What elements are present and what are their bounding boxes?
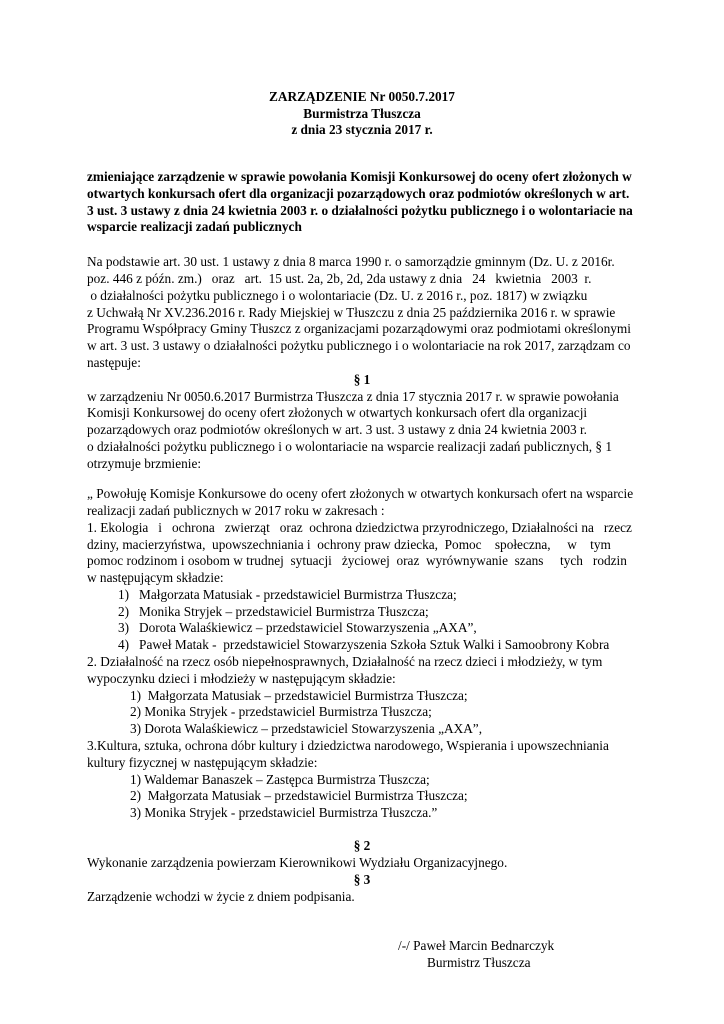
subject-line: wsparcie realizacji zadań publicznych bbox=[87, 219, 302, 234]
area-3-line: kultury fizycznej w następującym składzie: bbox=[87, 755, 318, 770]
document-date: z dnia 23 stycznia 2017 r. bbox=[291, 122, 433, 137]
preamble-line: w art. 3 ust. 3 ustawy o działalności pożytku publicznego i o wolontariacie na rok 2017, zarządzam co bbox=[87, 338, 631, 353]
preamble-line: z Uchwałą Nr XV.236.2016 r. Rady Miejskiej w Tłuszczu z dnia 25 października 2016 r. w sprawie bbox=[87, 305, 616, 320]
section-1-line: pozarządowych oraz podmiotów określonych w art. 3 ust. 3 ustawy z dnia 24 kwietnia 2003 r. bbox=[87, 422, 587, 437]
subject-line: 3 ust. 3 ustawy z dnia 24 kwietnia 2003 r. o działalności pożytku publicznego i o wolontariacie na bbox=[87, 203, 633, 218]
document-title: ZARZĄDZENIE Nr 0050.7.2017 bbox=[269, 89, 455, 104]
section-1-line: otrzymuje brzmienie: bbox=[87, 456, 202, 471]
section-1-line: w zarządzeniu Nr 0050.6.2017 Burmistrza Tłuszcza z dnia 17 stycznia 2017 r. w sprawie powołania bbox=[87, 389, 619, 404]
area-2-member: 1) Małgorzata Matusiak – przedstawiciel Burmistrza Tłuszcza; bbox=[130, 688, 468, 703]
area-1-member: 2) Monika Stryjek – przedstawiciel Burmistrza Tłuszcza; bbox=[118, 604, 429, 619]
section-2-text: Wykonanie zarządzenia powierzam Kierownikowi Wydziału Organizacyjnego. bbox=[87, 855, 508, 870]
area-2-member: 2) Monika Stryjek - przedstawiciel Burmistrza Tłuszcza; bbox=[130, 704, 432, 719]
section-2-heading: § 2 bbox=[353, 838, 371, 853]
section-1-line: o działalności pożytku publicznego i o wolontariacie na wsparcie realizacji zadań publicznych, § 1 bbox=[87, 439, 613, 454]
area-1-member: 1) Małgorzata Matusiak - przedstawiciel Burmistrza Tłuszcza; bbox=[118, 587, 457, 602]
preamble-line: Na podstawie art. 30 ust. 1 ustawy z dnia 8 marca 1990 r. o samorządzie gminnym (Dz. U. z 2016r. bbox=[87, 254, 615, 269]
preamble-line: o działalności pożytku publicznego i o wolontariacie (Dz. U. z 2016 r., poz. 1817) w związku bbox=[87, 288, 588, 303]
preamble-line: następuje: bbox=[87, 355, 141, 370]
area-1-member: 3) Dorota Walaśkiewicz – przedstawiciel Stowarzyszenia „AXA”, bbox=[118, 620, 477, 635]
area-2-member: 3) Dorota Walaśkiewicz – przedstawiciel Stowarzyszenia „AXA”, bbox=[130, 721, 483, 736]
quote-intro-line: realizacji zadań publicznych w 2017 roku w zakresach : bbox=[87, 503, 385, 518]
area-1-line: 1. Ekologia i ochrona zwierząt oraz ochrona dziedzictwa przyrodniczego, Działalności na rzecz bbox=[87, 520, 632, 535]
area-3-line: 3.Kultura, sztuka, ochrona dóbr kultury i dziedzictwa narodowego, Wspierania i upowszechniania bbox=[87, 738, 609, 753]
area-1-line: pomoc rodzinom i osobom w trudnej sytuacji życiowej oraz wyrównywanie szans tych rodzin bbox=[87, 553, 627, 568]
signature-role: Burmistrz Tłuszcza bbox=[427, 955, 531, 970]
quote-intro-line: „ Powołuję Komisje Konkursowe do oceny ofert złożonych w otwartych konkursach ofert na wsparcie bbox=[87, 486, 634, 501]
preamble-line: poz. 446 z późn. zm.) oraz art. 15 ust. 2a, 2b, 2d, 2da ustawy z dnia 24 kwietnia 2003 r. bbox=[87, 271, 592, 286]
subject-line: zmieniające zarządzenie w sprawie powołania Komisji Konkursowej do oceny ofert złożonych w bbox=[87, 169, 632, 184]
preamble-line: Programu Współpracy Gminy Tłuszcz z organizacjami pozarządowymi oraz podmiotami określonymi bbox=[87, 321, 631, 336]
area-2-line: wypoczynku dzieci i młodzieży w następującym składzie: bbox=[87, 671, 396, 686]
area-1-line: dziny, macierzyństwa, upowszechniania i ochrony praw dziecka, Pomoc społeczna, w tym bbox=[87, 537, 611, 552]
area-1-line: w następującym składzie: bbox=[87, 570, 224, 585]
signature-name: /-/ Paweł Marcin Bednarczyk bbox=[398, 938, 555, 953]
section-3-text: Zarządzenie wchodzi w życie z dniem podpisania. bbox=[87, 889, 355, 904]
area-2-line: 2. Działalność na rzecz osób niepełnosprawnych, Działalność na rzecz dzieci i młodzieży, w tym bbox=[87, 654, 603, 669]
area-3-member: 2) Małgorzata Matusiak – przedstawiciel Burmistrza Tłuszcza; bbox=[130, 788, 468, 803]
section-3-heading: § 3 bbox=[353, 872, 371, 887]
area-3-member: 3) Monika Stryjek - przedstawiciel Burmistrza Tłuszcza.” bbox=[130, 805, 438, 820]
document-issuer: Burmistrza Tłuszcza bbox=[303, 106, 421, 121]
subject-line: otwartych konkursach ofert dla organizacji pozarządowych oraz podmiotów określonych w art. bbox=[87, 186, 630, 201]
area-3-member: 1) Waldemar Banaszek – Zastępca Burmistrza Tłuszcza; bbox=[130, 772, 430, 787]
section-1-line: Komisji Konkursowej do oceny ofert złożonych w otwartych konkursach ofert dla organizacji bbox=[87, 405, 588, 420]
section-1-heading: § 1 bbox=[353, 372, 371, 387]
area-1-member: 4) Paweł Matak - przedstawiciel Stowarzyszenia Szkoła Sztuk Walki i Samoobrony Kobra bbox=[118, 637, 610, 652]
